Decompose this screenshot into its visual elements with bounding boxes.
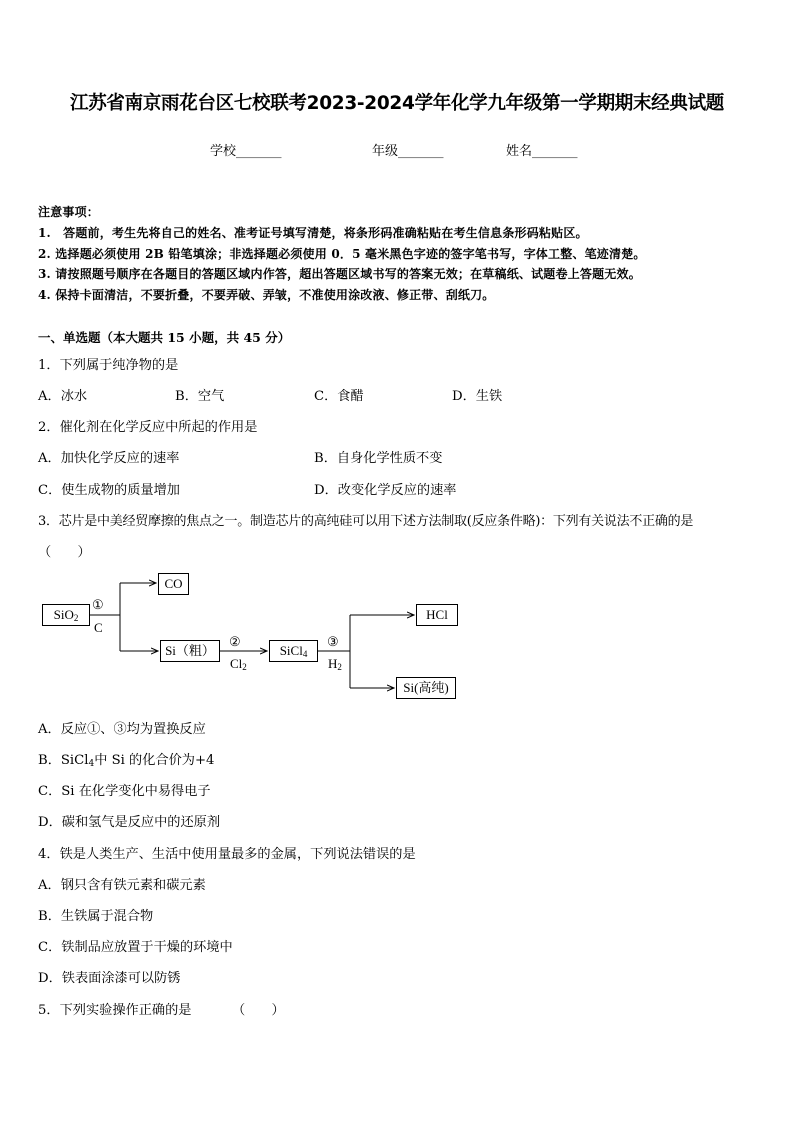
note-item-4: 4. 保持卡面清洁，不要折叠，不要弄破、弄皱，不准使用涂改液、修正带、刮纸刀。 <box>38 288 495 302</box>
question-3-paren: （ ） <box>38 545 91 560</box>
page-title: 江苏省南京雨花台区七校联考2023-2024学年化学九年级第一学期期末经典试题 <box>70 93 724 114</box>
note-item-1: 1. 答题前，考生先将自己的姓名、准考证号填写清楚，将条形码准确粘贴在考生信息条形码粘贴区。 <box>38 226 588 240</box>
school-field: 学校_______ <box>210 144 282 159</box>
note-item-2: 2. 选择题必须使用 2B 铅笔填涂；非选择题必须使用 0．5 毫米黑色字迹的签字笔书写，字体工整、笔迹清楚。 <box>38 247 646 261</box>
question-2-stem: 2．催化剂在化学反应中所起的作用是 <box>38 420 258 435</box>
step-2-marker: ② <box>229 634 241 649</box>
name-field: 姓名_______ <box>506 144 578 159</box>
question-4-option-b: B．生铁属于混合物 <box>38 909 154 924</box>
question-5-paren: （ ） <box>232 1003 285 1018</box>
question-3-option-c: C．Si 在化学变化中易得电子 <box>38 784 211 799</box>
step-3-reagent: $H_2$ <box>328 656 342 672</box>
hcl-box: HCl <box>416 604 458 626</box>
question-1-option-d: D．生铁 <box>452 389 503 404</box>
step-1-marker: ① <box>92 597 104 612</box>
note-item-3: 3. 请按照题号顺序在各题目的答题区域内作答，超出答题区域书写的答案无效；在草稿纸、试题卷上答题无效。 <box>38 267 641 281</box>
question-3-option-d: D．碳和氢气是反应中的还原剂 <box>38 815 221 830</box>
co-box: CO <box>158 573 189 595</box>
si-crude-box: Si（粗） <box>160 640 220 662</box>
question-4-stem: 4．铁是人类生产、生活中使用量最多的金属，下列说法错误的是 <box>38 847 416 862</box>
notes-heading: 注意事项： <box>38 205 100 219</box>
si-pure-box: Si(高纯) <box>396 677 456 699</box>
question-3-option-b: B．SiCl$_4$中 Si 的化合价为+4 <box>38 753 215 769</box>
question-1-option-b: B．空气 <box>175 389 225 404</box>
question-3-option-a: A．反应①、③均为置换反应 <box>38 722 206 737</box>
question-1-option-c: C．食醋 <box>314 389 364 404</box>
question-2-option-a: A．加快化学反应的速率 <box>38 451 180 466</box>
question-4-option-a: A．钢只含有铁元素和碳元素 <box>38 878 206 893</box>
step-3-marker: ③ <box>327 634 339 649</box>
grade-field: 年级_______ <box>372 144 444 159</box>
sicl4-box: SiCl$_4$ <box>269 640 318 662</box>
question-5-stem: 5．下列实验操作正确的是 <box>38 1003 192 1018</box>
question-1-stem: 1．下列属于纯净物的是 <box>38 358 179 373</box>
question-4-option-c: C．铁制品应放置于干燥的环境中 <box>38 940 233 955</box>
question-2-option-d: D．改变化学反应的速率 <box>314 483 457 498</box>
section-heading: 一、单选题（本大题共 15 小题，共 45 分） <box>38 330 291 345</box>
question-4-option-d: D．铁表面涂漆可以防锈 <box>38 971 181 986</box>
question-3-stem: 3．芯片是中美经贸摩擦的焦点之一。制造芯片的高纯硅可以用下述方法制取(反应条件略)：下列有关说法不正确的是 <box>38 514 694 529</box>
question-2-option-c: C．使生成物的质量增加 <box>38 483 180 498</box>
step-1-reagent: C <box>94 620 103 635</box>
step-2-reagent: $Cl_2$ <box>230 656 247 672</box>
question-2-option-b: B．自身化学性质不变 <box>314 451 443 466</box>
question-1-option-a: A．冰水 <box>38 389 88 404</box>
sio2-box: SiO$_2$ <box>42 604 90 626</box>
